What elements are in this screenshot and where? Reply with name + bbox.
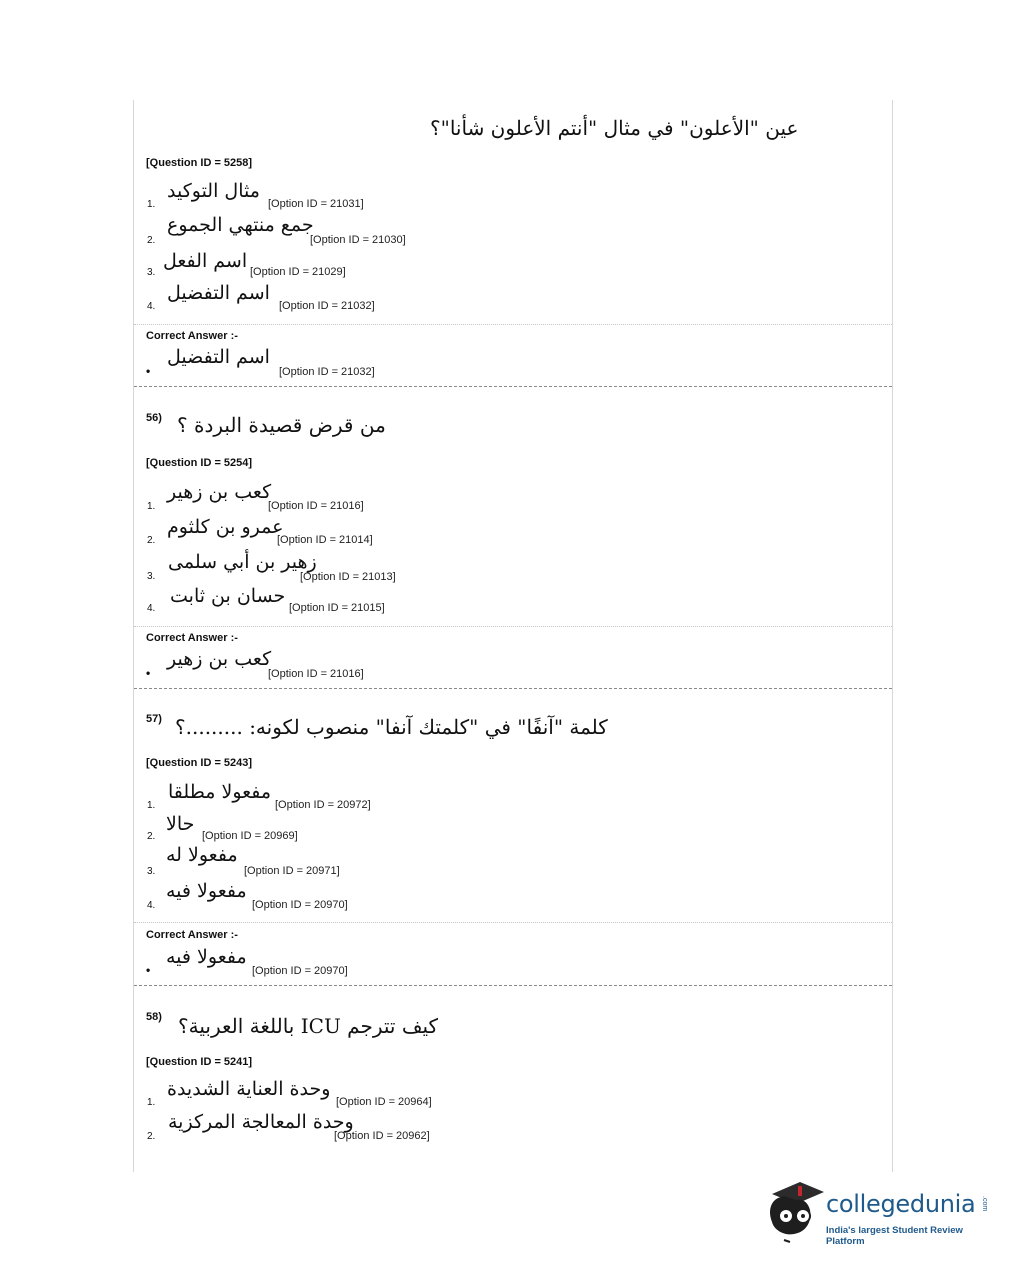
- student-mascot-icon: [766, 1178, 824, 1248]
- option-text: كعب بن زهير: [167, 481, 272, 503]
- option-index: 4.: [147, 603, 156, 614]
- divider: [134, 324, 892, 325]
- option-index: 3.: [147, 267, 156, 278]
- question-number: 57): [146, 713, 162, 725]
- option-text: مفعولا مطلقا: [168, 781, 272, 803]
- question-id: [Question ID = 5241]: [146, 1056, 253, 1068]
- option-id: [Option ID = 20969]: [202, 830, 298, 842]
- option-id: [Option ID = 21014]: [277, 534, 373, 546]
- correct-answer-label: Correct Answer :-: [146, 330, 238, 342]
- question-text: كلمة "آنفًا" في "كلمتك آنفا" منصوب لكونه: .........؟: [175, 715, 608, 739]
- question-divider: [134, 985, 892, 986]
- option-text: مفعولا فيه: [166, 880, 247, 902]
- option-text: اسم التفضيل: [167, 282, 270, 304]
- option-index: 2.: [147, 1131, 156, 1142]
- question-number: 58): [146, 1011, 162, 1023]
- question-number: 56): [146, 412, 162, 424]
- divider: [134, 922, 892, 923]
- correct-answer-label: Correct Answer :-: [146, 632, 238, 644]
- option-text: حسان بن ثابت: [170, 585, 286, 607]
- option-text: مثال التوكيد: [167, 180, 260, 202]
- correct-answer-text: مفعولا فيه: [166, 946, 247, 968]
- correct-answer-option-id: [Option ID = 20970]: [252, 965, 348, 977]
- correct-answer-option-id: [Option ID = 21032]: [279, 366, 375, 378]
- correct-answer-option-id: [Option ID = 21016]: [268, 668, 364, 680]
- option-id: [Option ID = 20972]: [275, 799, 371, 811]
- option-text: مفعولا له: [166, 844, 238, 866]
- correct-answer-label: Correct Answer :-: [146, 929, 238, 941]
- option-index: 3.: [147, 866, 156, 877]
- option-id: [Option ID = 21013]: [300, 571, 396, 583]
- correct-answer-text: كعب بن زهير: [167, 648, 272, 670]
- option-text: اسم الفعل: [163, 250, 248, 272]
- option-index: 4.: [147, 301, 156, 312]
- option-text: وحدة المعالجة المركزية: [168, 1111, 354, 1133]
- option-id: [Option ID = 21016]: [268, 500, 364, 512]
- option-index: 1.: [147, 501, 156, 512]
- question-text: عين "الأعلون" في مثال "أنتم الأعلون شأنا"؟: [430, 116, 799, 140]
- correct-answer-bullet: •: [146, 963, 151, 977]
- question-text: كيف تترجم ICU باللغة العربية؟: [178, 1014, 439, 1038]
- question-divider: [134, 386, 892, 387]
- option-id: [Option ID = 21015]: [289, 602, 385, 614]
- question-id: [Question ID = 5258]: [146, 157, 253, 169]
- option-index: 1.: [147, 800, 156, 811]
- question-id: [Question ID = 5254]: [146, 457, 253, 469]
- collegedunia-logo[interactable]: [766, 1178, 994, 1248]
- correct-answer-bullet: •: [146, 364, 151, 378]
- option-id: [Option ID = 20962]: [334, 1130, 430, 1142]
- logo-wordmark: collegedunia: [826, 1190, 976, 1218]
- option-text: زهير بن أبي سلمى: [168, 551, 317, 573]
- question-divider: [134, 688, 892, 689]
- option-text: جمع منتهي الجموع: [167, 214, 314, 236]
- question-text: من قرض قصيدة البردة ؟: [177, 413, 386, 437]
- correct-answer-bullet: •: [146, 666, 151, 680]
- option-id: [Option ID = 21032]: [279, 300, 375, 312]
- option-index: 2.: [147, 831, 156, 842]
- option-id: [Option ID = 20970]: [252, 899, 348, 911]
- correct-answer-text: اسم التفضيل: [167, 346, 270, 368]
- option-text: وحدة العناية الشديدة: [167, 1078, 331, 1100]
- option-text: عمرو بن كلثوم: [167, 516, 284, 538]
- option-index: 2.: [147, 535, 156, 546]
- option-id: [Option ID = 21030]: [310, 234, 406, 246]
- divider: [134, 626, 892, 627]
- option-index: 2.: [147, 235, 156, 246]
- option-index: 4.: [147, 900, 156, 911]
- option-id: [Option ID = 20964]: [336, 1096, 432, 1108]
- option-id: [Option ID = 21031]: [268, 198, 364, 210]
- option-text: حالا: [166, 813, 195, 835]
- option-index: 1.: [147, 199, 156, 210]
- option-index: 3.: [147, 571, 156, 582]
- question-id: [Question ID = 5243]: [146, 757, 253, 769]
- option-id: [Option ID = 20971]: [244, 865, 340, 877]
- logo-suffix: .com: [981, 1196, 988, 1212]
- option-index: 1.: [147, 1097, 156, 1108]
- logo-tagline: India's largest Student Review Platform: [826, 1225, 963, 1247]
- option-id: [Option ID = 21029]: [250, 266, 346, 278]
